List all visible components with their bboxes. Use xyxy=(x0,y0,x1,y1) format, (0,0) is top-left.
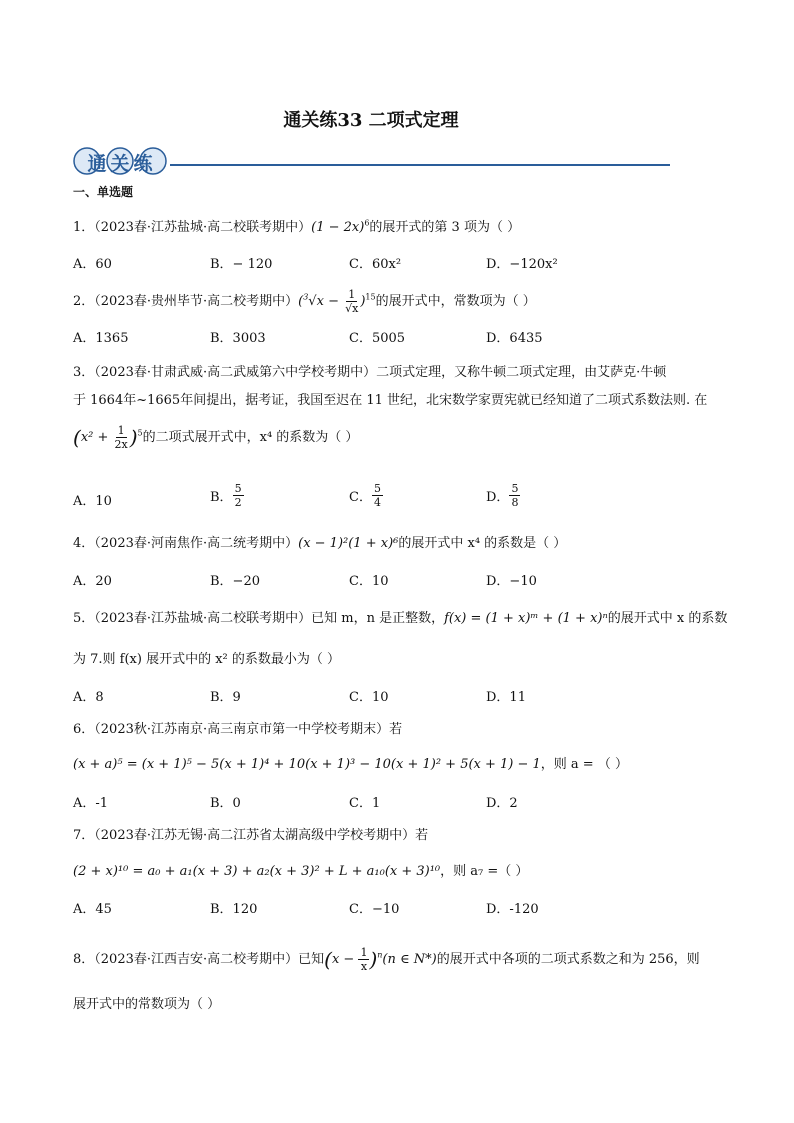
option-a[interactable]: A．20 xyxy=(73,574,112,589)
option-d[interactable]: D．−10 xyxy=(486,574,537,589)
option-a[interactable]: A．60 xyxy=(73,257,112,272)
section-heading: 一、单选题 xyxy=(73,185,134,199)
fraction: $\frac{1}{x}$ xyxy=(360,946,368,973)
question-8-line-1: 8．（2023春·江西吉安·高二校考期中）已知(x − $\frac{1}{x}$ )$^n$(n ∈ N*)的展开式中各项的二项式系数之和为 256，则 xyxy=(73,946,700,973)
option-c[interactable]: C．10 xyxy=(349,690,389,705)
option-d[interactable]: D．6435 xyxy=(486,331,543,346)
question-7-line-2: (2 + x)¹⁰ = a₀ + a₁(x + 3) + a₂(x + 3)² + L + a₁₀(x + 3)¹⁰，则 a₇ =（ ） xyxy=(73,864,529,879)
option-c[interactable]: C．10 xyxy=(349,574,389,589)
question-4: 4．（2023春·河南焦作·高二统考期中）(x − 1)²(1 + x)⁶的展开式中 x⁴ 的系数是（ ） xyxy=(73,536,567,551)
question-3-line-3: (x² + $\frac{1}{2x}$ )$^5$的二项式展开式中，x⁴ 的系数为（ ） xyxy=(73,424,359,451)
question-6-line-2: (x + a)⁵ = (x + 1)⁵ − 5(x + 1)⁴ + 10(x + 1)³ − 10(x + 1)² + 5(x + 1) − 1，则 a = （ ） xyxy=(73,757,628,772)
option-a[interactable]: A．1365 xyxy=(73,331,129,346)
question-7-line-1: 7．（2023春·江苏无锡·高二江苏省太湖高级中学校考期中）若 xyxy=(73,828,429,843)
option-d[interactable]: D．11 xyxy=(486,690,526,705)
option-a[interactable]: A．10 xyxy=(73,494,112,509)
option-b[interactable]: B．3003 xyxy=(210,331,266,346)
option-a[interactable]: A．8 xyxy=(73,690,104,705)
fraction: $\frac{1}{2x}$ xyxy=(114,424,128,451)
option-a[interactable]: A．-1 xyxy=(73,796,109,811)
logo-text: 通关练 xyxy=(87,152,157,175)
question-6-line-1: 6．（2023秋·江苏南京·高三南京市第一中学校考期末）若 xyxy=(73,722,403,737)
question-3-line-1: 3．（2023春·甘肃武威·高二武威第六中学校考期中）二项式定理，又称牛顿二项式定理，由艾萨克·牛顿 xyxy=(73,365,667,380)
option-b[interactable]: B． $\frac{5}{2}$ xyxy=(210,482,242,509)
option-c[interactable]: C．−10 xyxy=(349,902,400,917)
option-c[interactable]: C．60x² xyxy=(349,257,402,272)
question-8-line-2: 展开式中的常数项为（ ） xyxy=(73,997,221,1012)
option-b[interactable]: B．− 120 xyxy=(210,257,273,272)
option-a[interactable]: A．45 xyxy=(73,902,112,917)
option-b[interactable]: B．120 xyxy=(210,902,258,917)
option-b[interactable]: B．9 xyxy=(210,690,241,705)
option-c[interactable]: C．5005 xyxy=(349,331,406,346)
option-d[interactable]: D． $\frac{5}{8}$ xyxy=(486,482,519,509)
option-d[interactable]: D．−120x² xyxy=(486,257,558,272)
question-2: 2．（2023春·贵州毕节·高二校考期中）($^3$√x − $\frac{1}{√x}$ )$^{15}$的展开式中，常数项为（ ） xyxy=(73,288,536,315)
page-title: 通关练33 二项式定理 xyxy=(283,110,459,131)
option-d[interactable]: D．2 xyxy=(486,796,518,811)
header-divider xyxy=(170,164,670,166)
option-b[interactable]: B．−20 xyxy=(210,574,260,589)
fraction: $\frac{1}{√x}$ xyxy=(345,288,359,315)
option-b[interactable]: B．0 xyxy=(210,796,241,811)
option-d[interactable]: D．-120 xyxy=(486,902,539,917)
question-5-line-1: 5．（2023春·江苏盐城·高二校联考期中）已知 m，n 是正整数，f(x) = (1 + x)ᵐ + (1 + x)ⁿ的展开式中 x 的系数 xyxy=(73,611,728,626)
question-5-line-2: 为 7.则 f(x) 展开式中的 x² 的系数最小为（ ） xyxy=(73,652,341,667)
question-1: 1．（2023春·江苏盐城·高二校联考期中）$(1 - 2x)^6$的展开式的第 3 项为（ ） xyxy=(73,218,521,235)
option-c[interactable]: C．1 xyxy=(349,796,381,811)
question-3-line-2: 于 1664年~1665年间提出，据考证，我国至迟在 11 世纪，北宋数学家贾宪就已经知道了二项式系数法则. 在 xyxy=(73,393,708,408)
option-c[interactable]: C． $\frac{5}{4}$ xyxy=(349,482,381,509)
